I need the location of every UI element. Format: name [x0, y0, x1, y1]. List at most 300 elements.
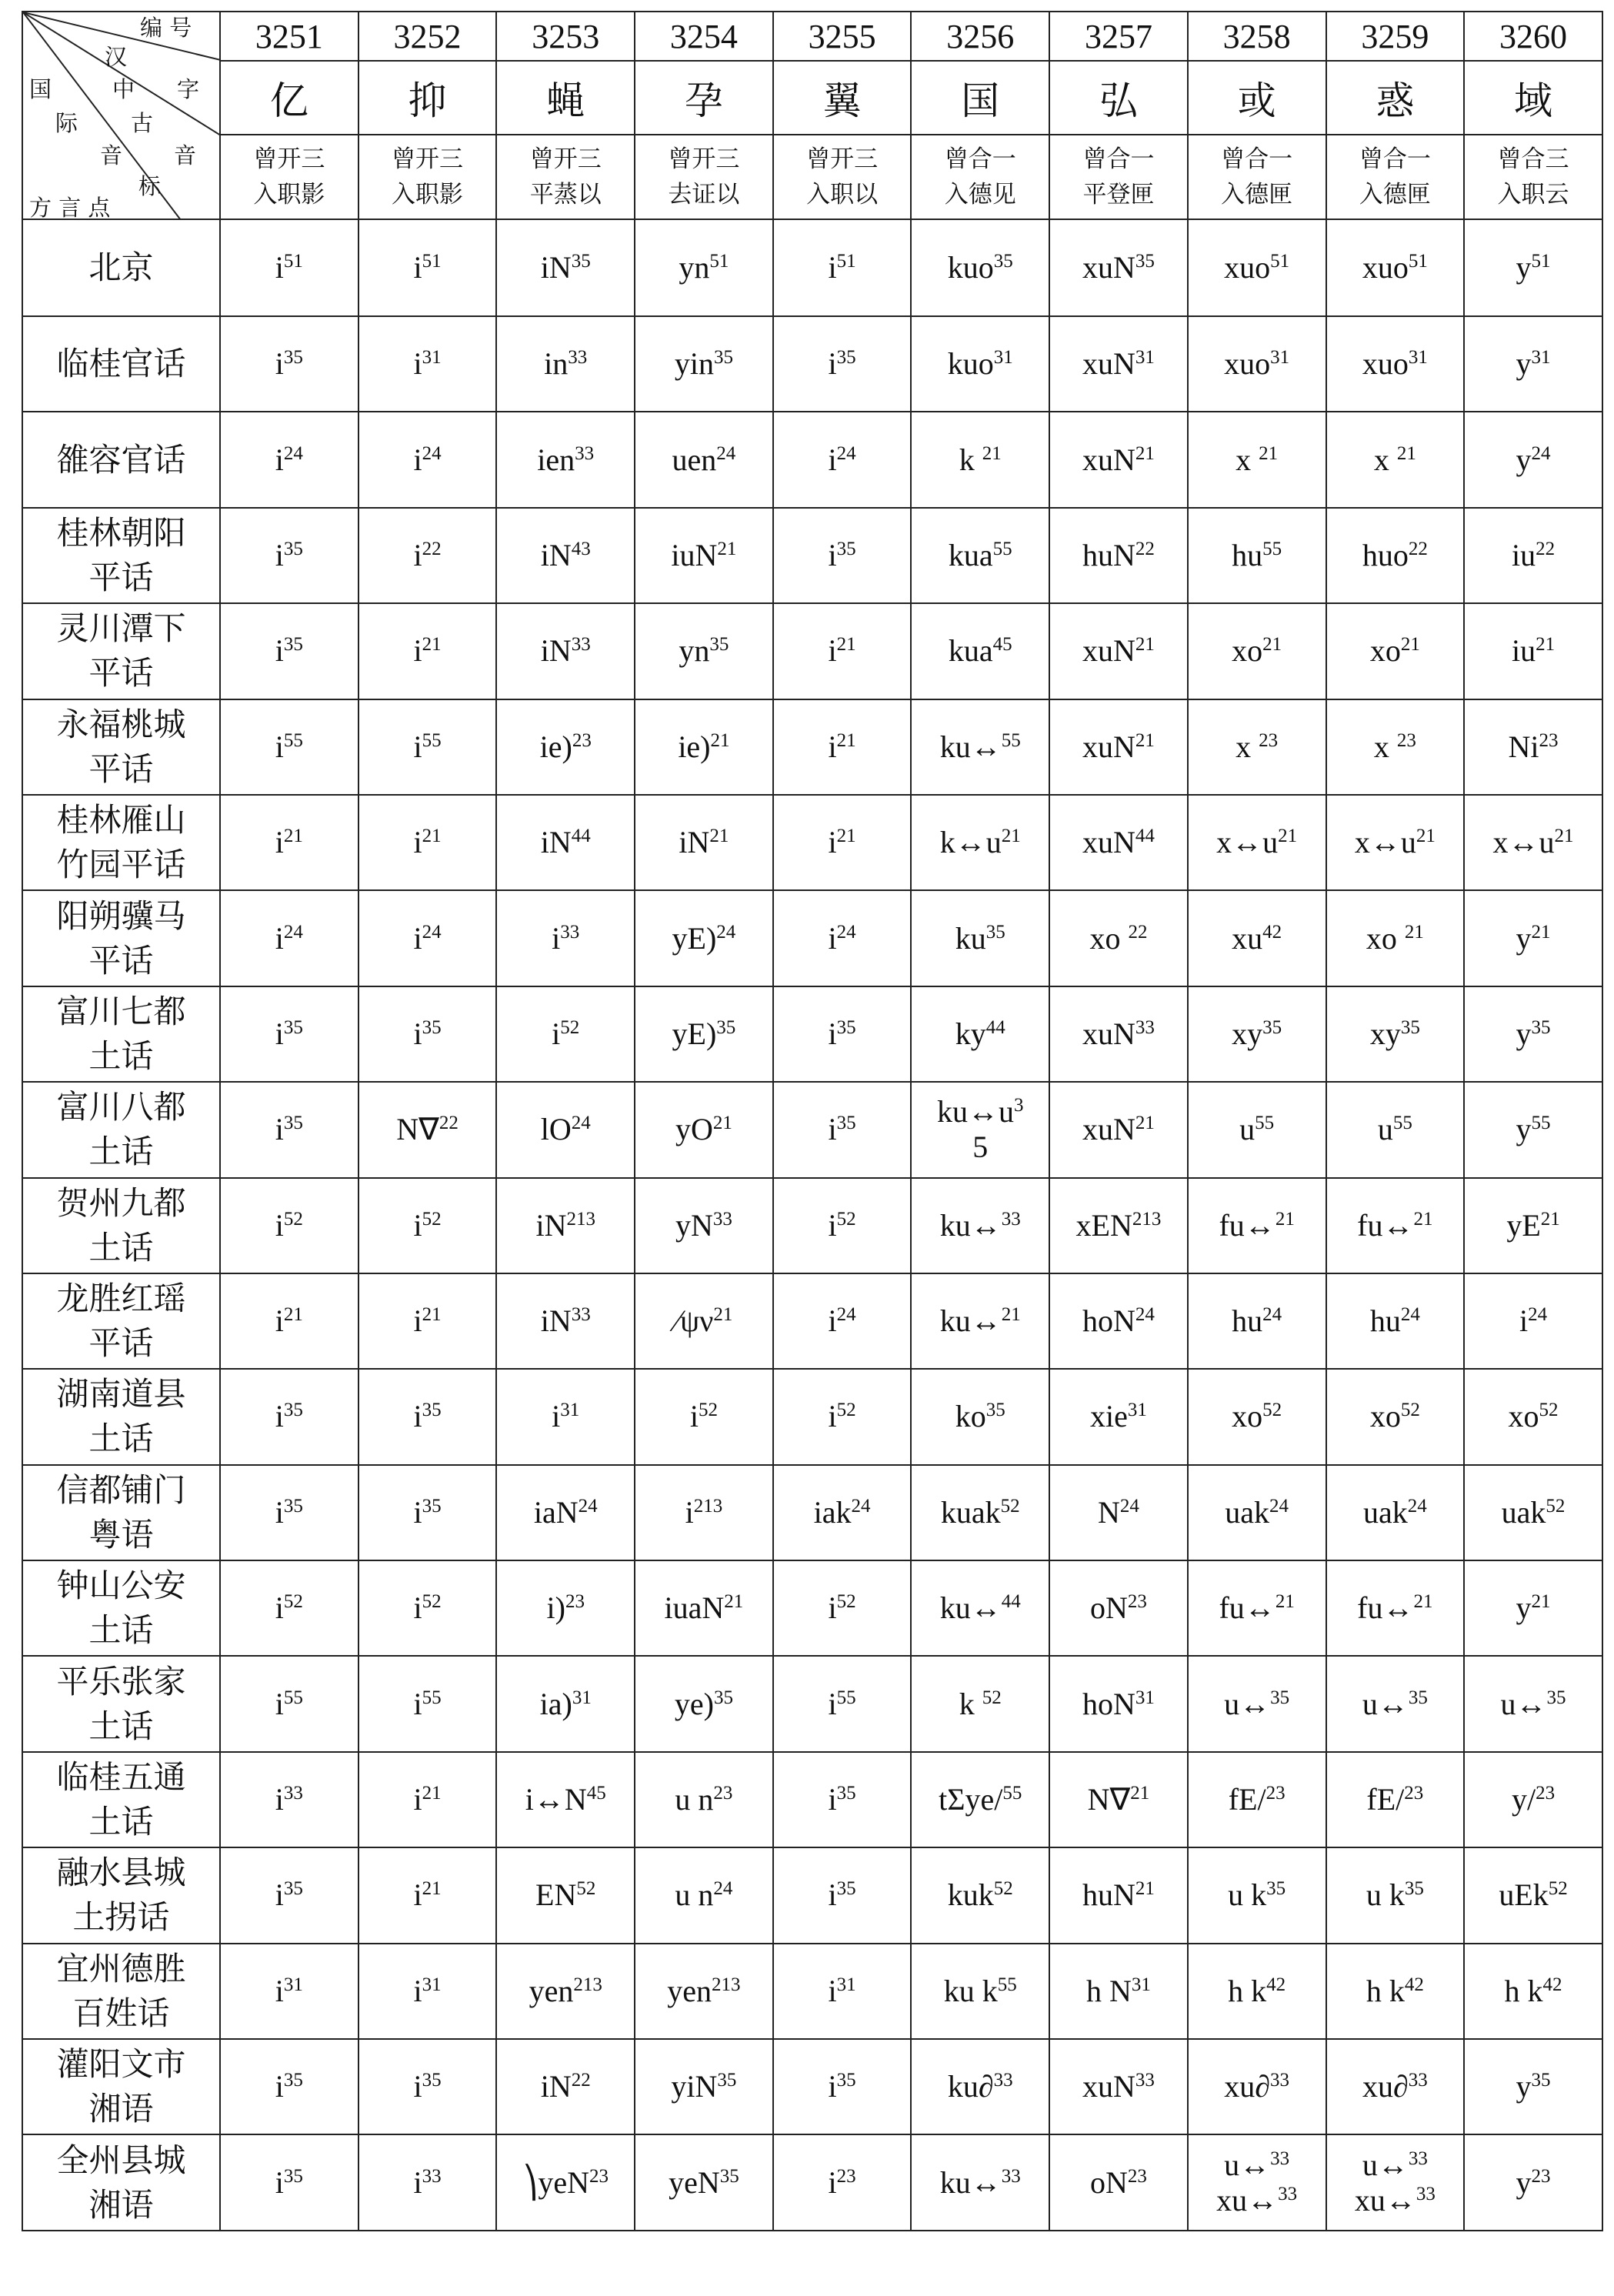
ipa-syllable: fu↔ [1357, 1590, 1414, 1626]
pronunciation-cell [496, 1847, 635, 1943]
ipa-syllable: i [828, 1782, 837, 1817]
pronunciation-line [1465, 1303, 1602, 1339]
position-line: 去证以 [668, 181, 740, 209]
ipa-syllable: u↔ [1362, 1686, 1409, 1721]
pronunciation-line [774, 1974, 911, 2009]
ipa-syllable: huN [1082, 537, 1135, 572]
tone-value: 21 [1531, 921, 1551, 943]
ipa-syllable: i [828, 729, 837, 764]
pronunciation-line [221, 346, 358, 382]
pronunciation-line [635, 2165, 772, 2201]
pronunciation-line [912, 1782, 1049, 1817]
pronunciation-cell [358, 412, 497, 507]
ipa-syllable: xu [1232, 920, 1263, 956]
ipa-syllable: i [1519, 1303, 1529, 1339]
ipa-syllable: i [552, 1016, 561, 1051]
tone-value: 23 [713, 1783, 733, 1804]
corner-label-number: 编 号 [140, 15, 192, 41]
tone-value: 55 [997, 1974, 1017, 1995]
tone-value: 52 [283, 1208, 303, 1230]
pronunciation-line [635, 442, 772, 478]
pronunciation-line [774, 1016, 911, 1052]
pronunciation-cell [1326, 1752, 1465, 1847]
pronunciation-line [221, 442, 358, 478]
pronunciation-cell [635, 2039, 773, 2134]
tone-value: 33 [571, 1304, 591, 1326]
pronunciation-line [774, 1112, 911, 1147]
pronunciation-cell [1464, 1465, 1602, 1560]
pronunciation-line [635, 1974, 772, 2009]
tone-value: 21 [422, 826, 442, 847]
ipa-syllable: i [413, 1494, 422, 1530]
ipa-syllable: tΣye/ [939, 1782, 1003, 1817]
ipa-syllable: hoN [1082, 1303, 1135, 1339]
dialect-point-name: 临桂官话 [56, 345, 186, 383]
pronunciation-cell [1326, 2134, 1465, 2230]
tone-value: 33 [1408, 2070, 1428, 2091]
ipa-syllable: iak [813, 1494, 852, 1530]
tone-value: 23 [1127, 1591, 1147, 1613]
pronunciation-cell [911, 2039, 1049, 2134]
pronunciation-cell [496, 986, 635, 1082]
pronunciation-line [635, 1590, 772, 1626]
pronunciation-cell [1049, 699, 1188, 795]
dialect-point-name: 土话 [88, 1803, 154, 1841]
pronunciation-cell [1049, 1369, 1188, 1464]
pronunciation-cell [635, 1560, 773, 1656]
pronunciation-cell [635, 890, 773, 986]
dialect-row [22, 1560, 1602, 1656]
tone-value: 45 [586, 1783, 606, 1804]
ipa-syllable: i [828, 1973, 837, 2008]
tone-value: 52 [1548, 1878, 1568, 1900]
ipa-syllable: i [413, 633, 422, 669]
ipa-syllable: iN [540, 825, 572, 860]
pronunciation-line [1050, 1590, 1187, 1626]
dialect-row [22, 603, 1602, 699]
tone-value: 24 [836, 442, 856, 464]
tone-value: 51 [1531, 251, 1551, 272]
ipa-syllable: yn [679, 633, 710, 669]
tone-value: 55 [283, 729, 303, 751]
pronunciation-line [1465, 1590, 1602, 1626]
ipa-syllable: i [413, 825, 422, 860]
dialect-point-cell [22, 412, 220, 507]
pronunciation-cell [1188, 1944, 1326, 2039]
ipa-syllable: ku↔ [939, 1303, 1002, 1339]
pronunciation-line [1327, 1495, 1464, 1530]
ipa-syllable: ky [955, 1016, 986, 1051]
corner-label-biao: 标 [138, 173, 162, 199]
pronunciation-cell [911, 986, 1049, 1082]
ipa-syllable: i [413, 1303, 422, 1339]
pronunciation-line [1189, 1782, 1326, 1817]
pronunciation-line [635, 250, 772, 285]
tone-value: 21 [1135, 442, 1155, 464]
pronunciation-cell [911, 219, 1049, 316]
pronunciation-cell [635, 603, 773, 699]
pronunciation-line [774, 1590, 911, 1626]
pronunciation-line [635, 1782, 772, 1817]
pronunciation-line [1189, 1590, 1326, 1626]
pronunciation-line [1327, 825, 1464, 860]
dialect-point-cell [22, 1465, 220, 1560]
pronunciation-line [497, 1495, 634, 1530]
ipa-syllable: iaN [533, 1494, 579, 1530]
corner-label-dialect-point: 方 言 点 [29, 195, 111, 221]
tone-value: 21 [717, 538, 737, 559]
position-line: 曾开三 [392, 145, 464, 173]
pronunciation-cell [220, 219, 358, 316]
pronunciation-line [221, 1303, 358, 1339]
ipa-syllable: kuo [947, 346, 994, 382]
pronunciation-line [912, 825, 1049, 860]
pronunciation-line [497, 250, 634, 285]
tone-value: 21 [1135, 1113, 1155, 1134]
header-middle-chinese-position-cell [220, 135, 358, 219]
ipa-syllable: i [275, 346, 284, 382]
tone-value: 35 [709, 634, 729, 656]
pronunciation-line [1465, 346, 1602, 382]
ipa-syllable: i [689, 1399, 699, 1434]
pronunciation-line [635, 2069, 772, 2104]
corner-label-ji: 际 [55, 110, 78, 136]
pronunciation-cell [773, 986, 912, 1082]
ipa-syllable: xuN [1082, 442, 1135, 477]
pronunciation-line [1050, 2165, 1187, 2201]
tone-value: 43 [571, 538, 591, 559]
ipa-syllable: ko [955, 1399, 986, 1434]
tone-value: 33 [1278, 2183, 1298, 2204]
tone-value: 31 [836, 1974, 856, 1995]
pronunciation-cell [1326, 1273, 1465, 1369]
tone-value: 44 [571, 826, 591, 847]
dialect-point-name: 融水县城 [56, 1854, 186, 1892]
pronunciation-line [359, 1208, 496, 1243]
ipa-syllable: iN [540, 250, 572, 285]
pronunciation-line [1327, 1782, 1464, 1817]
dialect-point-name: 桂林雁山 [56, 801, 186, 839]
header-middle-chinese-position-cell [496, 135, 635, 219]
ipa-syllable: N∇ [1087, 1782, 1131, 1817]
tone-value: 21 [836, 729, 856, 751]
dialect-row [22, 1847, 1602, 1943]
tone-value: 33 [560, 921, 580, 943]
pronunciation-line [221, 1782, 358, 1817]
ipa-syllable: N [1098, 1494, 1120, 1530]
pronunciation-cell [220, 508, 358, 603]
pronunciation-line [359, 921, 496, 956]
pronunciation-line [1327, 2147, 1464, 2183]
pronunciation-line [1189, 921, 1326, 956]
ipa-syllable: xu∂ [1224, 2069, 1271, 2104]
pronunciation-cell [358, 1944, 497, 2039]
tone-value: 24 [422, 921, 442, 943]
pronunciation-cell [358, 986, 497, 1082]
header-number-cell: 3257 [1049, 12, 1188, 61]
pronunciation-cell [358, 1082, 497, 1177]
header-character-cell: 域 [1464, 61, 1602, 135]
tone-value: 23 [1396, 729, 1416, 751]
tone-value: 35 [1546, 1687, 1566, 1708]
tone-value: 21 [710, 729, 730, 751]
pronunciation-line [497, 1877, 634, 1913]
ipa-syllable: uak [1501, 1494, 1546, 1530]
pronunciation-line [1465, 1016, 1602, 1052]
pronunciation-cell [1188, 1178, 1326, 1273]
ipa-syllable: xuN [1082, 729, 1135, 764]
ipa-syllable: i [413, 1016, 422, 1051]
pronunciation-line [221, 729, 358, 765]
pronunciation-cell [773, 1178, 912, 1273]
ipa-syllable: i [413, 1686, 422, 1721]
ipa-syllable: EN [535, 1877, 577, 1913]
pronunciation-cell [773, 1465, 912, 1560]
ipa-syllable: i [413, 1590, 422, 1626]
tone-value: 24 [422, 442, 442, 464]
pronunciation-cell [1049, 508, 1188, 603]
ipa-syllable: k [959, 1686, 982, 1721]
pronunciation-cell [1326, 1560, 1465, 1656]
tone-value: 35 [283, 347, 303, 369]
pronunciation-line [1189, 1303, 1326, 1339]
pronunciation-cell [1188, 795, 1326, 890]
tone-value: 52 [560, 1016, 580, 1038]
tone-value: 55 [1001, 729, 1021, 751]
tone-value: 22 [422, 538, 442, 559]
tone-value: 24 [1400, 1304, 1420, 1326]
tone-value: 24 [283, 442, 303, 464]
tone-value: 21 [1001, 1304, 1021, 1326]
pronunciation-cell [911, 1847, 1049, 1943]
ipa-syllable: fu↔ [1357, 1207, 1414, 1243]
ipa-syllable: i [275, 1686, 284, 1721]
pronunciation-line [635, 346, 772, 382]
corner-label-zhong: 中 [112, 76, 135, 102]
pronunciation-cell [1188, 1656, 1326, 1751]
tone-value: 33 [283, 1783, 303, 1804]
pronunciation-line [1050, 538, 1187, 573]
ipa-syllable: h k [1228, 1973, 1267, 2008]
ipa-syllable: fu↔ [1219, 1207, 1276, 1243]
header-middle-chinese-position-cell [1188, 135, 1326, 219]
pronunciation-line [497, 1016, 634, 1052]
ipa-syllable: i [828, 2164, 837, 2200]
pronunciation-cell [773, 1944, 912, 2039]
ipa-syllable: yE [1506, 1207, 1541, 1243]
pronunciation-cell [1188, 1273, 1326, 1369]
ipa-syllable: fE/ [1228, 1782, 1266, 1817]
tone-value: 3 [1014, 1095, 1024, 1116]
ipa-syllable: xie [1090, 1399, 1128, 1434]
pronunciation-cell [1464, 1082, 1602, 1177]
pronunciation-cell [1464, 890, 1602, 986]
tone-value: 55 [992, 538, 1012, 559]
pronunciation-cell [1049, 2134, 1188, 2230]
ipa-syllable: xuN [1082, 825, 1135, 860]
dialect-row [22, 1273, 1602, 1369]
pronunciation-cell [635, 1944, 773, 2039]
tone-value: 55 [422, 729, 442, 751]
pronunciation-cell [1188, 1560, 1326, 1656]
pronunciation-line [221, 1208, 358, 1243]
pronunciation-cell [496, 1082, 635, 1177]
tone-value: 55 [836, 1687, 856, 1708]
pronunciation-cell [773, 412, 912, 507]
pronunciation-cell [1464, 1369, 1602, 1464]
tone-value: 35 [422, 1016, 442, 1038]
header-number-cell: 3253 [496, 12, 635, 61]
tone-value: 24 [1528, 1304, 1548, 1326]
pronunciation-cell [1326, 603, 1465, 699]
tone-value: 55 [1255, 1113, 1275, 1134]
tone-value: 24 [1531, 442, 1551, 464]
pronunciation-line [1465, 1782, 1602, 1817]
ipa-syllable: uak [1225, 1494, 1270, 1530]
pronunciation-cell [1049, 1082, 1188, 1177]
pronunciation-line [1189, 729, 1326, 765]
ipa-syllable: i [413, 1973, 422, 2008]
dialect-row [22, 1178, 1602, 1273]
pronunciation-line [1189, 1208, 1326, 1243]
pronunciation-cell [635, 986, 773, 1082]
tone-value: 24 [716, 921, 736, 943]
pronunciation-cell [496, 890, 635, 986]
pronunciation-cell [220, 1944, 358, 2039]
ipa-syllable: yen [667, 1973, 712, 2008]
ipa-syllable: 5 [972, 1130, 989, 1165]
tone-value: 23 [1531, 2165, 1551, 2187]
position-line: 曾合一 [1359, 145, 1431, 173]
tone-value: 213 [693, 1495, 723, 1517]
pronunciation-cell [358, 1560, 497, 1656]
pronunciation-line [1050, 1687, 1187, 1722]
pronunciation-line [774, 2165, 911, 2201]
pronunciation-line [774, 1399, 911, 1434]
pronunciation-cell [635, 2134, 773, 2230]
ipa-syllable: i [413, 920, 422, 956]
pronunciation-cell [1326, 795, 1465, 890]
dialect-point-cell [22, 1369, 220, 1464]
ipa-syllable: i [413, 2164, 422, 2200]
corner-label-zi: 字 [177, 76, 200, 102]
pronunciation-line [774, 1208, 911, 1243]
pronunciation-cell [358, 1178, 497, 1273]
pronunciation-line [1189, 1399, 1326, 1434]
pronunciation-cell [1049, 1847, 1188, 1943]
pronunciation-line [221, 1590, 358, 1626]
tone-value: 23 [1127, 2165, 1147, 2187]
pronunciation-line [1327, 1016, 1464, 1052]
pronunciation-cell [1464, 1178, 1602, 1273]
ipa-syllable: i [413, 1782, 422, 1817]
pronunciation-cell [496, 316, 635, 412]
ipa-syllable: i [828, 2069, 837, 2104]
pronunciation-line [1189, 346, 1326, 382]
pronunciation-cell [911, 508, 1049, 603]
pronunciation-line [912, 250, 1049, 285]
pronunciation-line [221, 1974, 358, 2009]
ipa-syllable: oN [1090, 2164, 1128, 2200]
ipa-syllable: ie) [678, 729, 711, 764]
pronunciation-line [1465, 633, 1602, 669]
tone-value: 21 [709, 826, 729, 847]
pronunciation-line [1189, 825, 1326, 860]
ipa-syllable: i [275, 1112, 284, 1147]
pronunciation-line [221, 633, 358, 669]
pronunciation-cell [496, 1944, 635, 2039]
pronunciation-cell [358, 316, 497, 412]
tone-value: 21 [1135, 729, 1155, 751]
tone-value: 35 [836, 347, 856, 369]
pronunciation-cell [635, 508, 773, 603]
ipa-syllable: xuN [1082, 346, 1135, 382]
tone-value: 35 [717, 2070, 737, 2091]
pronunciation-cell [1464, 986, 1602, 1082]
tone-value: 35 [283, 1016, 303, 1038]
pronunciation-cell [220, 1082, 358, 1177]
tone-value: 35 [422, 2070, 442, 2091]
tone-value: 24 [716, 442, 736, 464]
tone-value: 55 [283, 1687, 303, 1708]
ipa-syllable: ku↔ [939, 729, 1002, 764]
ipa-syllable: yE) [672, 1016, 717, 1051]
pronunciation-cell [220, 699, 358, 795]
pronunciation-line [1465, 1495, 1602, 1530]
pronunciation-line [497, 1303, 634, 1339]
pronunciation-line [1327, 250, 1464, 285]
pronunciation-cell [1049, 1560, 1188, 1656]
pronunciation-cell [911, 412, 1049, 507]
dialect-row [22, 1369, 1602, 1464]
dialect-point-cell [22, 890, 220, 986]
pronunciation-cell [496, 603, 635, 699]
pronunciation-line [359, 1974, 496, 2009]
pronunciation-line [774, 729, 911, 765]
pronunciation-line [1327, 442, 1464, 478]
pronunciation-cell [1049, 890, 1188, 986]
tone-value: 33 [712, 1208, 732, 1230]
tone-value: 52 [836, 1591, 856, 1613]
tone-value: 21 [1135, 1878, 1155, 1900]
tone-value: 21 [1554, 826, 1574, 847]
ipa-syllable: i [413, 346, 422, 382]
header-middle-chinese-position-cell [635, 135, 773, 219]
ipa-syllable: i [275, 1877, 284, 1913]
ipa-syllable: uak [1362, 1494, 1408, 1530]
tone-value: 52 [422, 1591, 442, 1613]
dialect-point-cell [22, 1656, 220, 1751]
tone-value: 42 [1542, 1974, 1562, 1995]
tone-value: 52 [422, 1208, 442, 1230]
dialect-row [22, 412, 1602, 507]
pronunciation-line [1465, 729, 1602, 765]
pronunciation-cell [635, 1082, 773, 1177]
pronunciation-line [1327, 729, 1464, 765]
ipa-syllable: u n [675, 1877, 714, 1913]
pronunciation-cell [1464, 603, 1602, 699]
pronunciation-cell [220, 795, 358, 890]
ipa-syllable: y [1516, 920, 1532, 956]
dialect-point-name: 湘语 [88, 2185, 154, 2224]
tone-value: 52 [982, 1687, 1002, 1708]
pronunciation-cell [1464, 2134, 1602, 2230]
pronunciation-cell [773, 1847, 912, 1943]
ipa-syllable: i [275, 537, 284, 572]
pronunciation-line [1465, 1208, 1602, 1243]
header-number-cell: 3252 [358, 12, 497, 61]
ipa-syllable: fE/ [1366, 1782, 1405, 1817]
